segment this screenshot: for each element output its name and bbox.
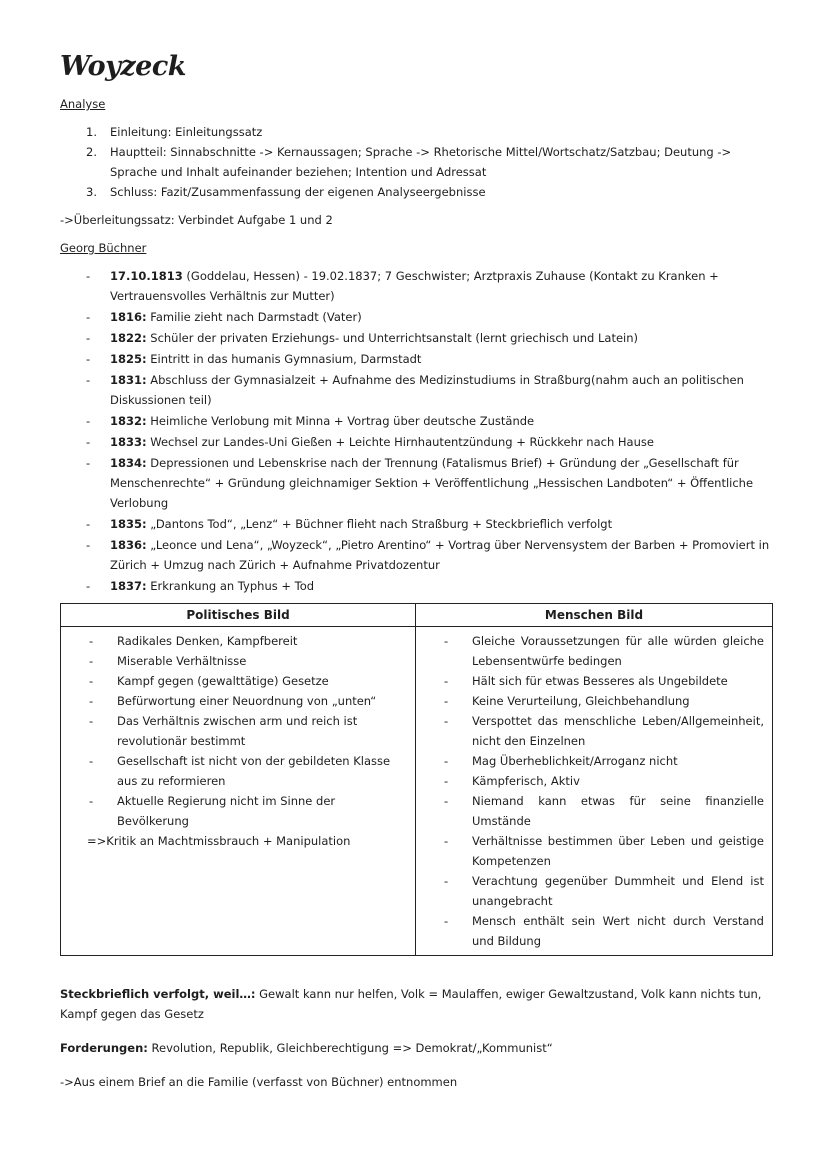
list-text: Aktuelle Regierung nicht im Sinne der Bevölkerung bbox=[117, 794, 336, 828]
bio-text: Wechsel zur Landes-Uni Gießen + Leichte Hirnhautentzündung + Rückkehr nach Hause bbox=[146, 435, 654, 449]
dash-bullet: - bbox=[86, 373, 91, 387]
list-text: Hauptteil: Sinnabschnitte -> Kernaussagen; Sprache -> Rhetorische Mittel/Wortschatz/Satzbau; Deutung -> Sprache und Inhalt aufeinander beziehen; Intention und Adressat bbox=[110, 145, 732, 179]
list-item bbox=[86, 182, 772, 202]
list-item bbox=[86, 576, 772, 596]
list-text: Einleitung: Einleitungssatz bbox=[110, 125, 263, 139]
list-text: Das Verhältnis zwischen arm und reich ist revolutionär bestimmt bbox=[117, 714, 358, 748]
document-page bbox=[60, 46, 772, 1092]
bio-text: Abschluss der Gymnasialzeit + Aufnahme des Medizinstudiums in Straßburg(nahm auch an politischen Diskussionen teil) bbox=[110, 373, 744, 407]
dash-bullet: - bbox=[444, 774, 449, 788]
bio-text: Depressionen und Lebenskrise nach der Trennung (Fatalismus Brief) + Gründung der „Gesellschaft für Menschenrechte“ + Gründung gleichnamiger Sektion + Veröffentlichung „Hessischen Landboten“ + Öffentliche Verlobung bbox=[110, 456, 754, 510]
list-item bbox=[86, 122, 772, 142]
list-text: Kämpferisch, Aktiv bbox=[472, 774, 580, 788]
dash-bullet: - bbox=[86, 538, 91, 552]
dash-bullet: - bbox=[444, 634, 449, 648]
list-text: Niemand kann etwas für seine finanzielle Umstände bbox=[472, 794, 764, 828]
list-item bbox=[89, 651, 407, 671]
dash-bullet: - bbox=[89, 714, 94, 728]
bio-year: 1837: bbox=[110, 579, 147, 593]
dash-bullet: - bbox=[86, 579, 91, 593]
dash-bullet: - bbox=[89, 654, 94, 668]
bio-text: Schüler der privaten Erziehungs- und Unterrichtsanstalt (lernt griechisch und Latein) bbox=[146, 331, 639, 345]
bio-year: 1832: bbox=[110, 414, 147, 428]
list-item bbox=[444, 911, 764, 951]
dash-bullet: - bbox=[86, 331, 91, 345]
forderungen-text: Revolution, Republik, Gleichberechtigung => Demokrat/„Kommunist“ bbox=[147, 1041, 553, 1055]
political-cell bbox=[61, 627, 416, 956]
dash-bullet: - bbox=[86, 352, 91, 366]
list-text: Mensch enthält sein Wert nicht durch Verstand und Bildung bbox=[472, 914, 764, 948]
dash-bullet: - bbox=[444, 754, 449, 768]
list-number: 1. bbox=[86, 125, 97, 139]
dash-bullet: - bbox=[86, 310, 91, 324]
steckbrief-text: Gewalt kann nur helfen, Volk = Maulaffen, ewiger Gewaltzustand, Volk kann nichts tun, Kampf gegen das Gesetz bbox=[60, 987, 762, 1021]
list-item bbox=[89, 671, 407, 691]
transition-note: ->Überleitungssatz: Verbindet Aufgabe 1 und 2 bbox=[60, 213, 333, 227]
list-item bbox=[444, 691, 764, 711]
list-text: Gleiche Voraussetzungen für alle würden gleiche Lebensentwürfe bedingen bbox=[472, 634, 764, 668]
steckbrief-paragraph bbox=[60, 984, 772, 1024]
list-text: Miserable Verhältnisse bbox=[117, 654, 247, 668]
list-text: Radikales Denken, Kampfbereit bbox=[117, 634, 298, 648]
list-text: Gesellschaft ist nicht von der gebildeten Klasse aus zu reformieren bbox=[117, 754, 391, 788]
analyse-list bbox=[60, 122, 772, 202]
list-text: Keine Verurteilung, Gleichbehandlung bbox=[472, 694, 690, 708]
dash-bullet: - bbox=[444, 794, 449, 808]
source-note: ->Aus einem Brief an die Familie (verfasst von Büchner) entnommen bbox=[60, 1075, 458, 1089]
steckbrief-label: Steckbrieflich verfolgt, weil…: bbox=[60, 987, 256, 1001]
list-item bbox=[86, 266, 772, 306]
bio-year: 1831: bbox=[110, 373, 147, 387]
dash-bullet: - bbox=[86, 517, 91, 531]
list-item bbox=[444, 871, 764, 911]
bio-year: 1816: bbox=[110, 310, 147, 324]
dash-bullet: - bbox=[444, 874, 449, 888]
human-list bbox=[444, 631, 764, 951]
bio-text: (Goddelau, Hessen) - 19.02.1837; 7 Geschwister; Arztpraxis Zuhause (Kontakt zu Kranken + Vertrauensvolles Verhältnis zur Mutter) bbox=[110, 269, 719, 303]
human-cell bbox=[416, 627, 773, 956]
list-item bbox=[86, 514, 772, 534]
list-item bbox=[86, 411, 772, 431]
bio-year: 1822: bbox=[110, 331, 147, 345]
list-item bbox=[444, 831, 764, 871]
list-item bbox=[86, 370, 772, 410]
list-item bbox=[444, 751, 764, 771]
column-header-political: Politisches Bild bbox=[61, 604, 416, 627]
list-item bbox=[86, 307, 772, 327]
bio-year: 1835: bbox=[110, 517, 147, 531]
dash-bullet: - bbox=[86, 269, 91, 283]
forderungen-label: Forderungen: bbox=[60, 1041, 148, 1055]
bio-year: 1834: bbox=[110, 456, 147, 470]
dash-bullet: - bbox=[444, 694, 449, 708]
list-number: 2. bbox=[86, 145, 97, 159]
buechner-heading: Georg Büchner bbox=[60, 241, 147, 255]
bio-text: Heimliche Verlobung mit Minna + Vortrag über deutsche Zustände bbox=[146, 414, 535, 428]
dash-bullet: - bbox=[89, 694, 94, 708]
bio-text: Erkrankung an Typhus + Tod bbox=[146, 579, 315, 593]
bio-text: „Dantons Tod“, „Lenz“ + Büchner flieht nach Straßburg + Steckbrieflich verfolgt bbox=[146, 517, 613, 531]
list-item bbox=[86, 453, 772, 513]
list-text: Kampf gegen (gewalttätige) Gesetze bbox=[117, 674, 329, 688]
bio-year: 17.10.1813 bbox=[110, 269, 183, 283]
list-item bbox=[444, 791, 764, 831]
bio-text: Familie zieht nach Darmstadt (Vater) bbox=[146, 310, 362, 324]
list-item bbox=[86, 349, 772, 369]
dash-bullet: - bbox=[89, 674, 94, 688]
column-header-human: Menschen Bild bbox=[416, 604, 773, 627]
list-item bbox=[86, 535, 772, 575]
list-text: Hält sich für etwas Besseres als Ungebildete bbox=[472, 674, 728, 688]
biography-list bbox=[60, 266, 772, 596]
table-header-row bbox=[61, 604, 773, 627]
list-item bbox=[86, 432, 772, 452]
list-item bbox=[444, 711, 764, 751]
analyse-heading: Analyse bbox=[60, 97, 106, 111]
forderungen-paragraph bbox=[60, 1038, 772, 1058]
bio-year: 1836: bbox=[110, 538, 147, 552]
dash-bullet: - bbox=[86, 414, 91, 428]
comparison-table bbox=[60, 603, 773, 956]
dash-bullet: - bbox=[89, 754, 94, 768]
list-item bbox=[86, 328, 772, 348]
list-text: Schluss: Fazit/Zusammenfassung der eigenen Analyseergebnisse bbox=[110, 185, 486, 199]
dash-bullet: - bbox=[89, 794, 94, 808]
list-item bbox=[89, 691, 407, 711]
list-item bbox=[86, 142, 772, 182]
list-text: Befürwortung einer Neuordnung von „unten“ bbox=[117, 694, 377, 708]
bio-year: 1825: bbox=[110, 352, 147, 366]
bio-text: Eintritt in das humanis Gymnasium, Darmstadt bbox=[146, 352, 422, 366]
list-item bbox=[89, 751, 407, 791]
table-row bbox=[61, 627, 773, 956]
list-text: Verachtung gegenüber Dummheit und Elend ist unangebracht bbox=[472, 874, 764, 908]
list-item bbox=[444, 631, 764, 671]
list-text: Verspottet das menschliche Leben/Allgemeinheit, nicht den Einzelnen bbox=[472, 714, 764, 748]
dash-bullet: - bbox=[444, 674, 449, 688]
political-conclusion: =>Kritik an Machtmissbrauch + Manipulation bbox=[87, 834, 351, 848]
political-list bbox=[89, 631, 407, 831]
list-text: Verhältnisse bestimmen über Leben und geistige Kompetenzen bbox=[472, 834, 764, 868]
dash-bullet: - bbox=[86, 456, 91, 470]
list-item bbox=[89, 631, 407, 651]
list-item bbox=[89, 791, 407, 831]
bio-text: „Leonce und Lena“, „Woyzeck“, „Pietro Arentino“ + Vortrag über Nervensystem der Barben + Promoviert in Zürich + Umzug nach Zürich + Aufnahme Privatdozentur bbox=[110, 538, 770, 572]
dash-bullet: - bbox=[444, 914, 449, 928]
dash-bullet: - bbox=[444, 714, 449, 728]
dash-bullet: - bbox=[86, 435, 91, 449]
list-text: Mag Überheblichkeit/Arroganz nicht bbox=[472, 754, 678, 768]
dash-bullet: - bbox=[444, 834, 449, 848]
list-item bbox=[89, 711, 407, 751]
dash-bullet: - bbox=[89, 634, 94, 648]
list-number: 3. bbox=[86, 185, 97, 199]
bio-year: 1833: bbox=[110, 435, 147, 449]
page-title: Woyzeck bbox=[60, 51, 186, 82]
list-item bbox=[444, 671, 764, 691]
list-item bbox=[444, 771, 764, 791]
